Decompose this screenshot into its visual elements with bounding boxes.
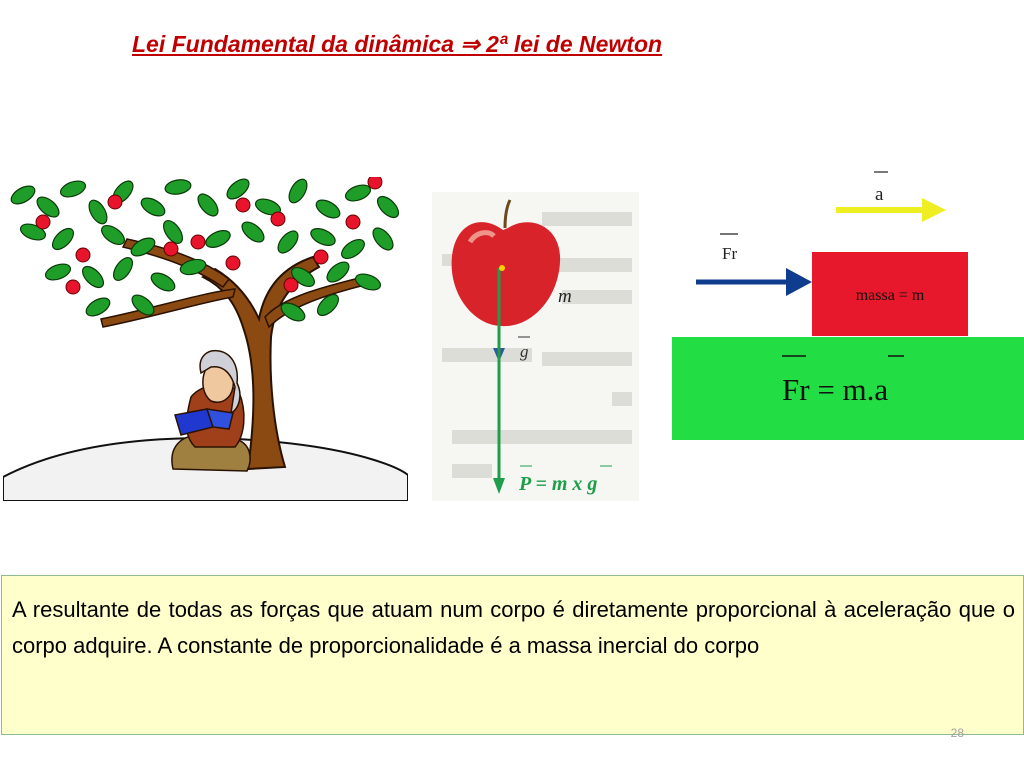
mass-text: massa = m: [855, 287, 925, 304]
newton-tree-illustration: [3, 177, 408, 501]
force-label: Fr: [722, 244, 738, 263]
newton-equation: Fr = m.a: [782, 372, 889, 407]
mass-label: m: [558, 286, 572, 307]
force-block-diagram: [672, 160, 1024, 440]
g-vector-label: g: [520, 342, 529, 361]
slide-title: Lei Fundamental da dinâmica ⇒ 2ª lei de Newton: [132, 31, 663, 57]
apple-weight-illustration: [432, 192, 639, 501]
weight-formula: P = m x g: [519, 473, 598, 495]
acceleration-label: a: [875, 184, 884, 205]
definition-text: A resultante de todas as forças que atuam num corpo é diretamente proporcional à aceleração que o corpo adquire. A constante de proporcionalidade é a massa inercial do corpo: [12, 597, 1015, 658]
definition-textbox: [1, 575, 1024, 735]
slide-number: 28: [950, 726, 964, 740]
